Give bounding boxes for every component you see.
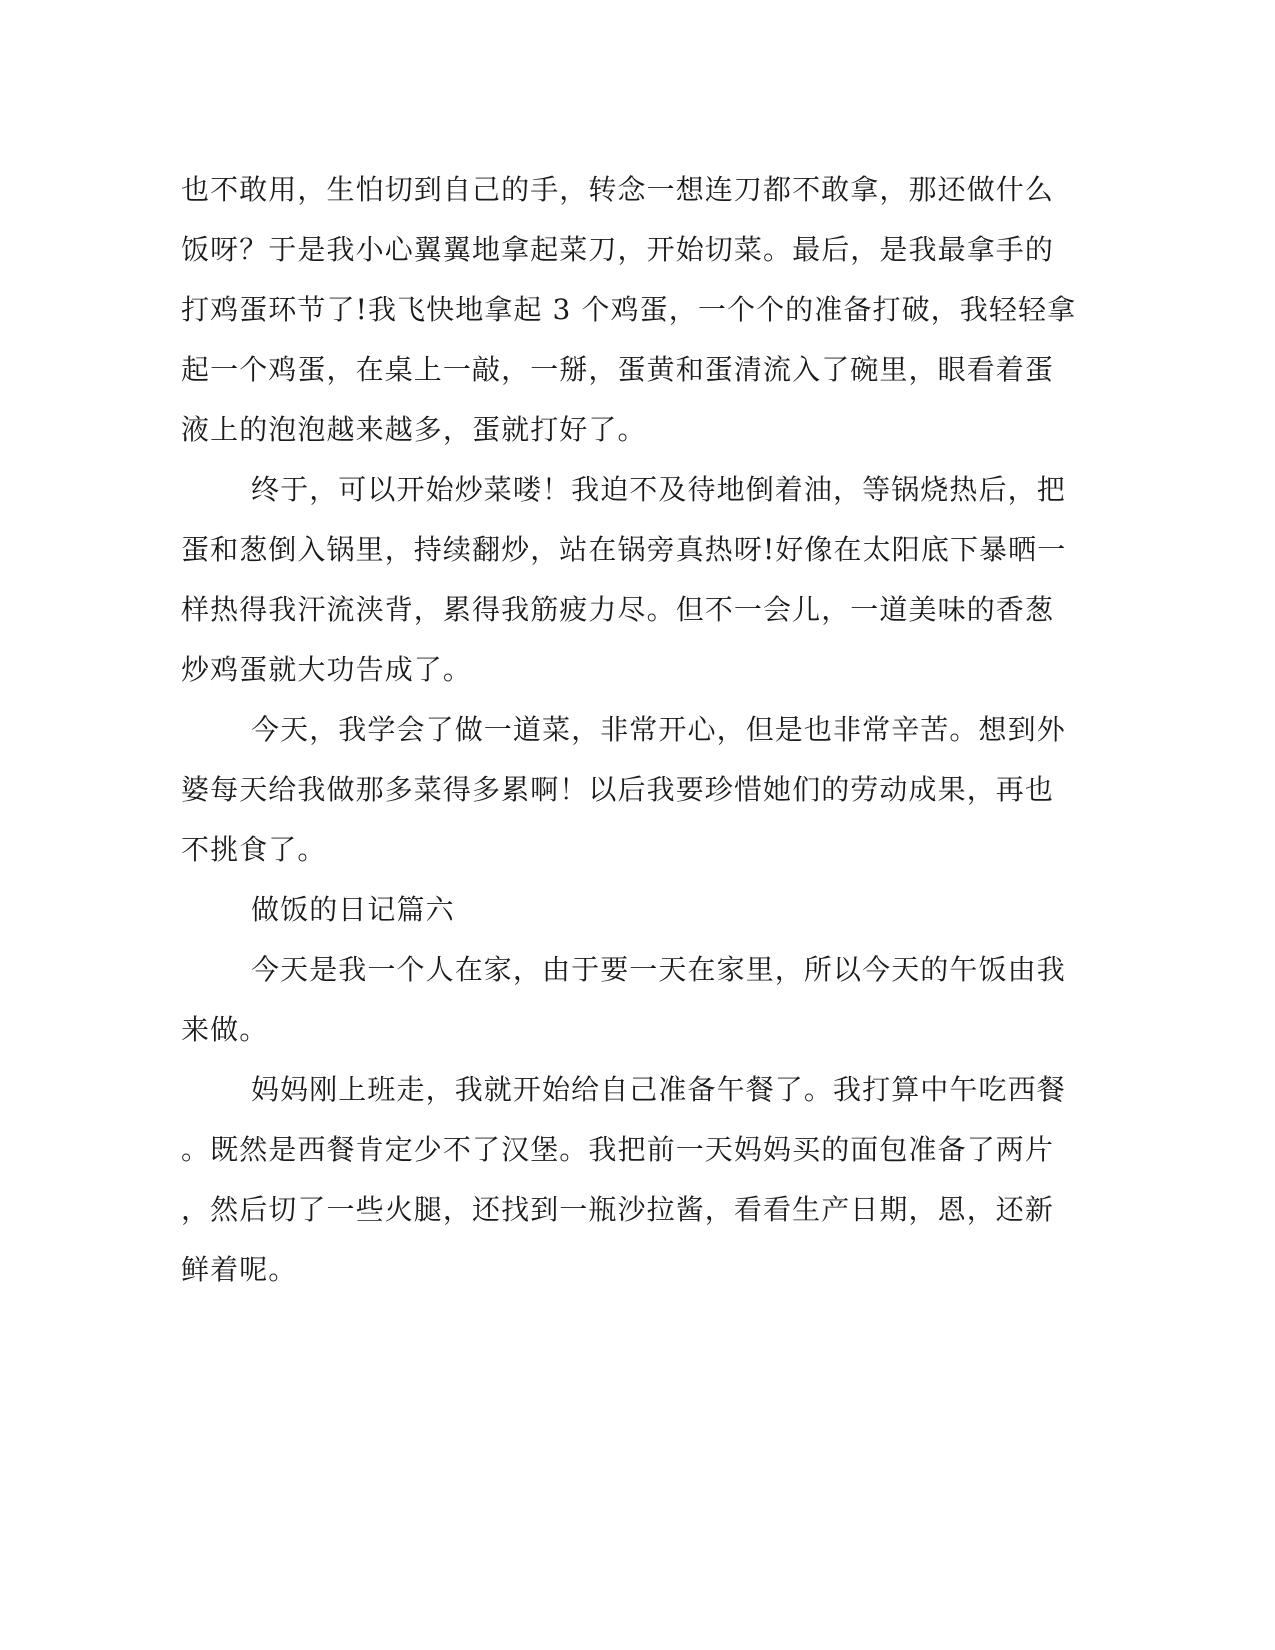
text-line: 炒鸡蛋就大功告成了。 bbox=[181, 653, 473, 686]
paragraph bbox=[181, 1060, 1066, 1300]
text-line: 液上的泡泡越来越多，蛋就打好了。 bbox=[181, 413, 647, 446]
text-line: 来做。 bbox=[181, 1013, 269, 1046]
text-line: 也不敢用，生怕切到自己的手，转念一想连刀都不敢拿，那还做什么 bbox=[181, 173, 1055, 206]
text-line: 蛋和葱倒入锅里，持续翻炒，站在锅旁真热呀!好像在太阳底下暴晒一 bbox=[181, 533, 1067, 566]
document-body bbox=[181, 160, 1077, 1300]
text-line: 今天是我一个人在家，由于要一天在家里，所以今天的午饭由我 bbox=[251, 953, 1066, 986]
paragraph bbox=[181, 460, 1067, 700]
text-line: 不挑食了。 bbox=[181, 833, 327, 866]
text-line: ，然后切了一些火腿，还找到一瓶沙拉酱，看看生产日期，恩，还新 bbox=[181, 1193, 1055, 1226]
text-line: 终于，可以开始炒菜喽！我迫不及待地倒着油，等锅烧热后，把 bbox=[251, 473, 1066, 506]
text-line: 饭呀？于是我小心翼翼地拿起菜刀，开始切菜。最后，是我最拿手的 bbox=[181, 233, 1055, 266]
text-line: 起一个鸡蛋，在桌上一敲，一掰，蛋黄和蛋清流入了碗里，眼看着蛋 bbox=[181, 353, 1055, 386]
paragraph bbox=[181, 940, 1066, 1060]
text-line: 。既然是西餐肯定少不了汉堡。我把前一天妈妈买的面包准备了两片 bbox=[181, 1133, 1055, 1166]
text-line: 婆每天给我做那多菜得多累啊！以后我要珍惜她们的劳动成果，再也 bbox=[181, 773, 1055, 806]
text-line: 样热得我汗流浃背，累得我筋疲力尽。但不一会儿，一道美味的香葱 bbox=[181, 593, 1055, 626]
paragraph bbox=[181, 160, 1077, 460]
text-line: 今天，我学会了做一道菜，非常开心，但是也非常辛苦。想到外 bbox=[251, 713, 1066, 746]
paragraph bbox=[181, 700, 1066, 880]
text-line: 妈妈刚上班走，我就开始给自己准备午餐了。我打算中午吃西餐 bbox=[251, 1073, 1066, 1106]
text-line: 打鸡蛋环节了!我飞快地拿起 3 个鸡蛋，一个个的准备打破，我轻轻拿 bbox=[181, 293, 1077, 326]
text-line: 鲜着呢。 bbox=[181, 1253, 298, 1286]
section-heading: 做饭的日记篇六 bbox=[251, 893, 455, 926]
